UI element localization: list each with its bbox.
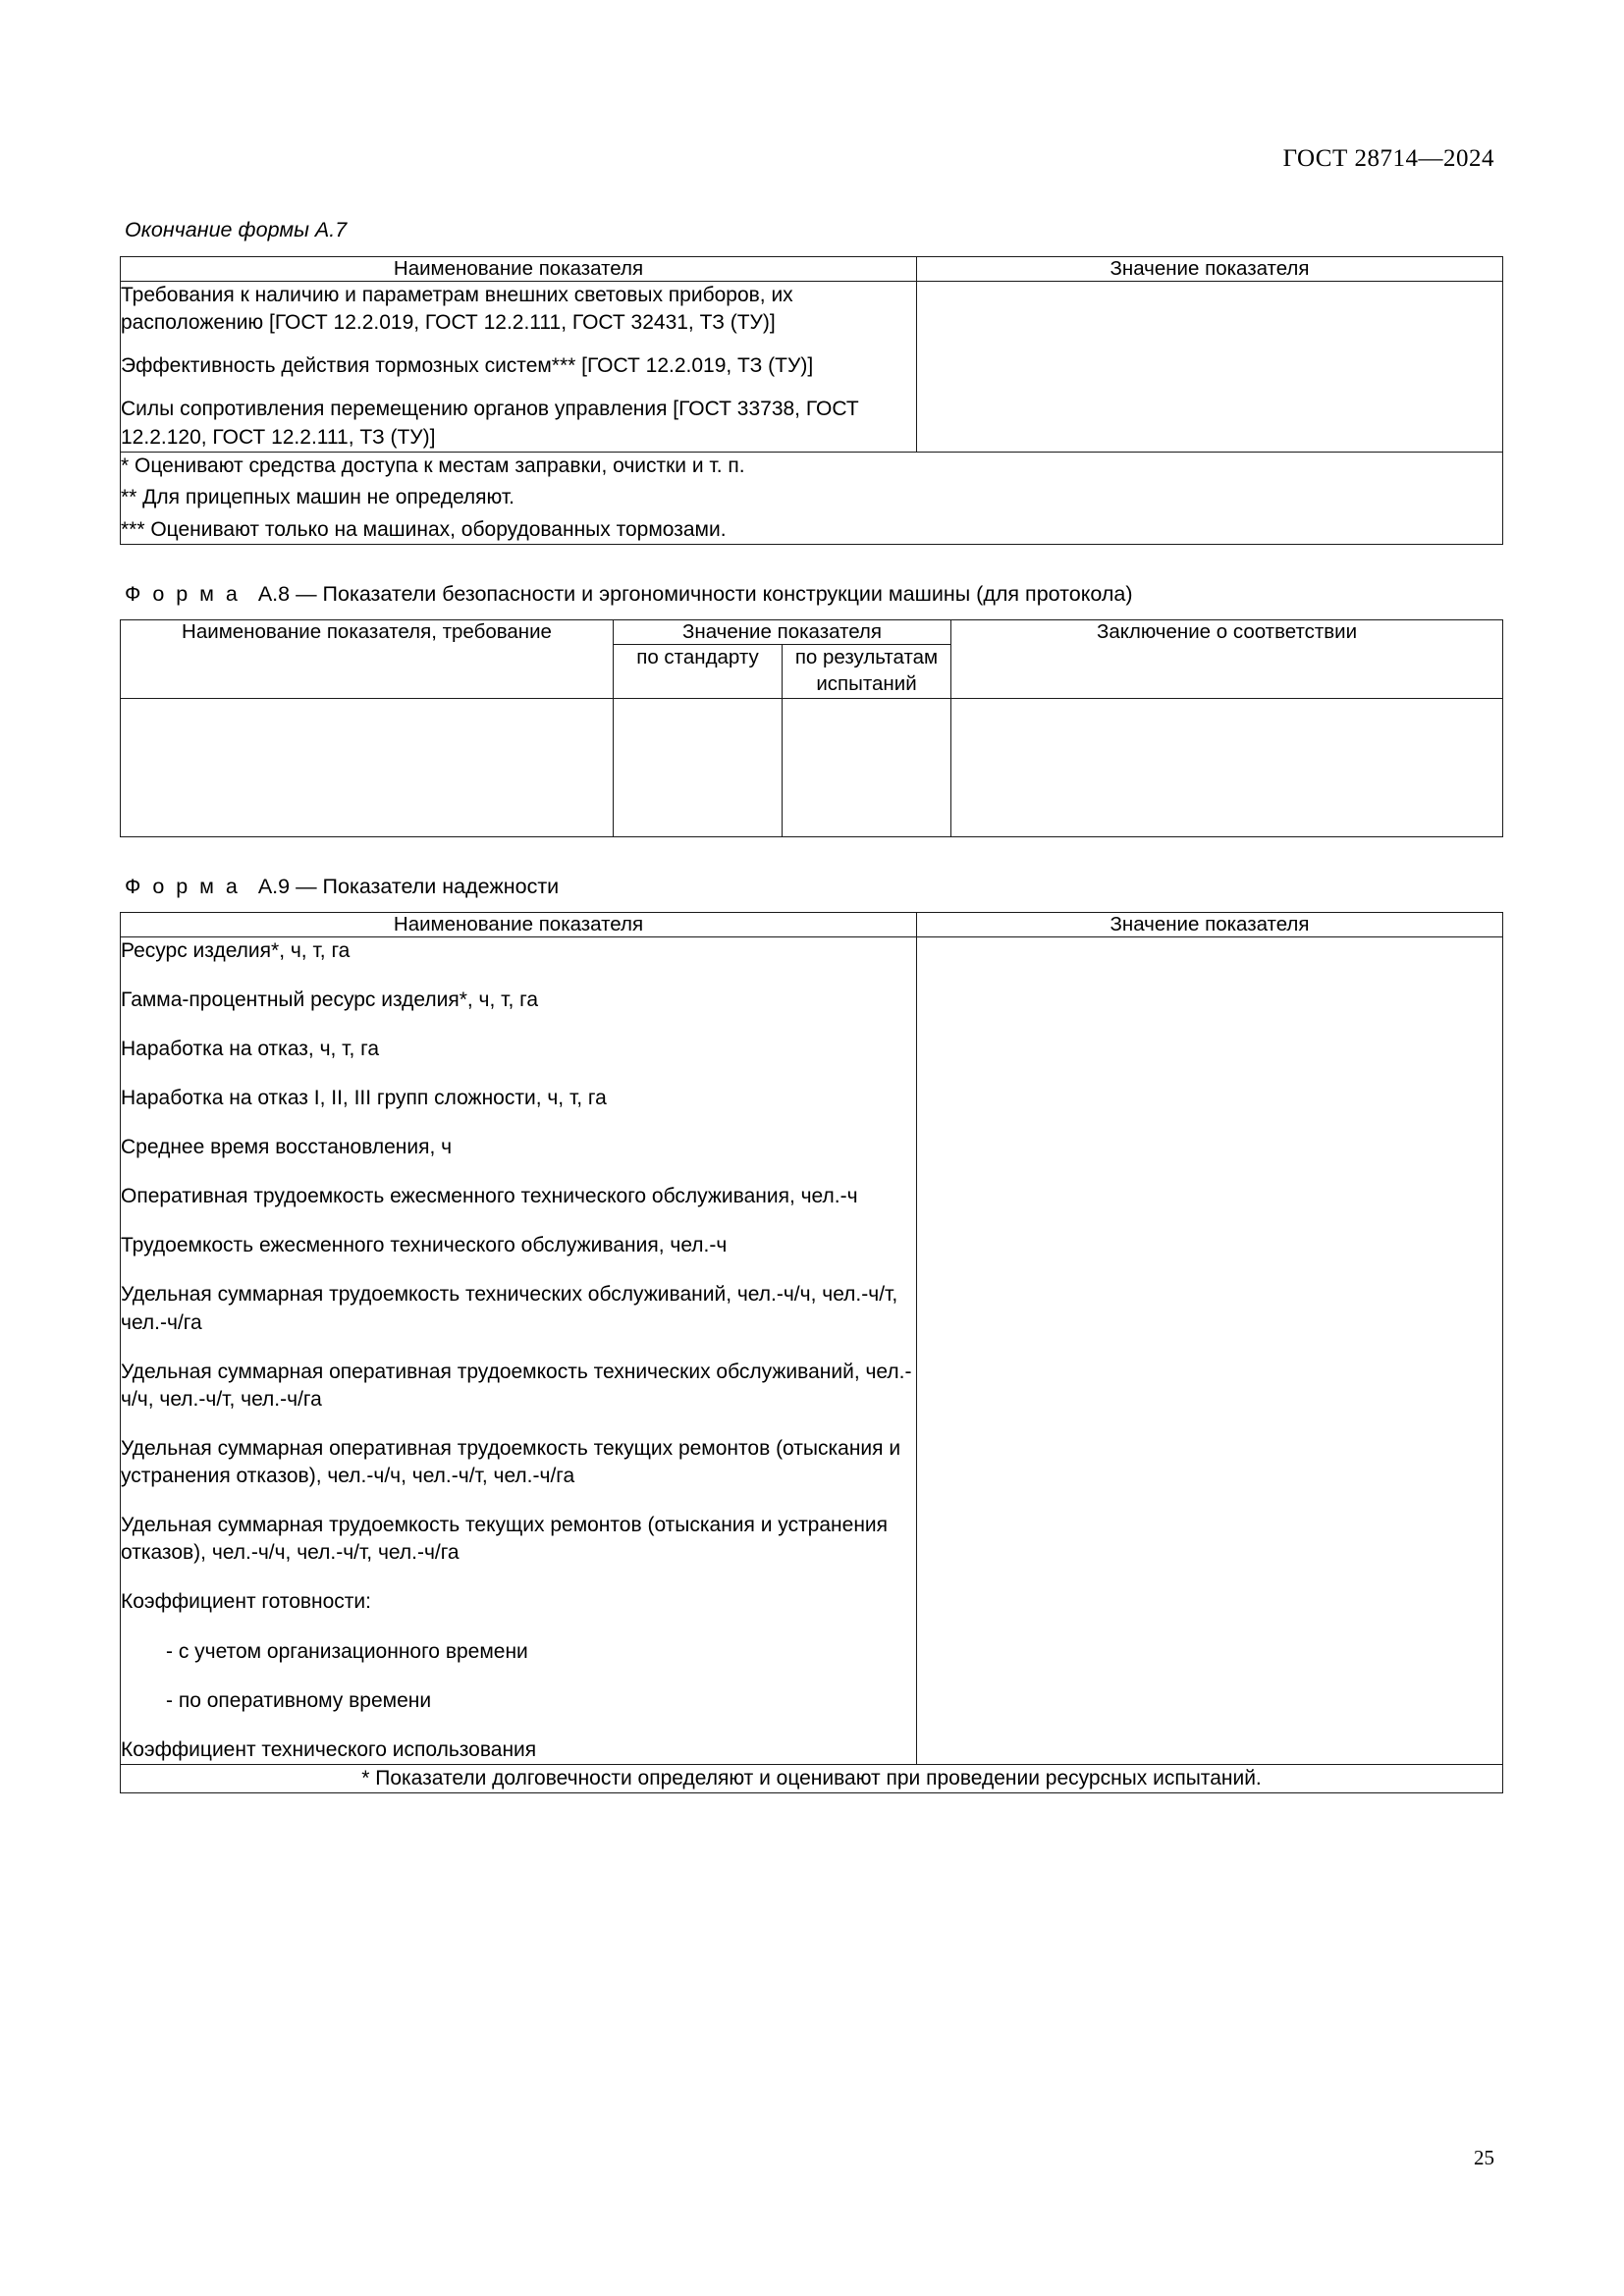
form-a8-title-text: А.8 — Показатели безопасности и эргономичности конструкции машины (для протокола): [257, 582, 1133, 607]
table-footnote-row: [121, 452, 1503, 545]
list-item: Оперативная трудоемкость ежесменного технического обслуживания, чел.-ч: [121, 1185, 858, 1208]
page-header-standard: ГОСТ 28714—2024: [1282, 145, 1494, 172]
table-row: [121, 936, 1503, 1764]
list-item: Трудоемкость ежесменного технического обслуживания, чел.-ч: [121, 1234, 728, 1257]
form-a8-title: [125, 582, 1502, 607]
form-a9-title-prefix: Ф о р м а: [125, 874, 241, 898]
column-header-by-test-results: по результатам испытаний: [783, 645, 951, 698]
form-a9-note-cell: * Показатели долговечности определяют и оценивают при проведении ресурсных испытаний.: [121, 1764, 1503, 1793]
column-header-group-value: Значение показателя: [614, 620, 951, 645]
form-a9-title-text: А.9 — Показатели надежности: [257, 874, 560, 898]
form-a9-value-cell[interactable]: [917, 936, 1503, 1764]
form-a8-title-prefix: Ф о р м а: [125, 582, 241, 607]
form-a8-results-cell[interactable]: [783, 698, 951, 836]
list-item: Удельная суммарная оперативная трудоемкость текущих ремонтов (отыскания и устранения отказов), чел.-ч/ч, чел.-ч/т, чел.-ч/га: [121, 1436, 901, 1488]
form-a7-row-1: Требования к наличию и параметрам внешних световых приборов, их расположению [ГОСТ 12.2.019, ГОСТ 12.2.111, ГОСТ 32431, ТЗ (ТУ)]: [121, 284, 793, 335]
form-a7-notes-cell: [121, 452, 1503, 545]
list-item: Коэффициент готовности:: [121, 1590, 371, 1614]
form-a9-title: [125, 875, 1502, 899]
list-item: Удельная суммарная трудоемкость технических обслуживаний, чел.-ч/ч, чел.-ч/т, чел.-ч/га: [121, 1283, 898, 1334]
form-a7-table: [120, 256, 1503, 545]
form-a8-table: [120, 619, 1503, 836]
table-header-row: [121, 257, 1503, 282]
column-header-name: Наименование показателя, требование: [121, 620, 614, 698]
page-number: 25: [1474, 2146, 1494, 2169]
table-row: [121, 282, 1503, 453]
list-item: Ресурс изделия*, ч, т, га: [121, 938, 351, 962]
list-item: Гамма-процентный ресурс изделия*, ч, т, га: [121, 988, 539, 1011]
column-header-name: Наименование показателя: [121, 912, 917, 936]
form-a7-note-2: ** Для прицепных машин не определяют.: [121, 486, 514, 509]
column-header-value: Значение показателя: [917, 257, 1503, 282]
column-header-by-standard: по стандарту: [614, 645, 783, 698]
form-a9-table: [120, 912, 1503, 1794]
list-item: Удельная суммарная оперативная трудоемкость технических обслуживаний, чел.-ч/ч, чел.-ч/т, чел.-ч/га: [121, 1360, 912, 1411]
list-item: Коэффициент технического использования: [121, 1737, 537, 1761]
form-a9-indicators-cell: [121, 936, 917, 1764]
list-item: Наработка на отказ, ч, т, га: [121, 1037, 380, 1060]
form-a7-row-3: Силы сопротивления перемещению органов управления [ГОСТ 33738, ГОСТ 12.2.120, ГОСТ 12.2.111, ТЗ (ТУ)]: [121, 398, 859, 449]
list-item: Удельная суммарная трудоемкость текущих ремонтов (отыскания и устранения отказов), чел.-ч/ч, чел.-ч/т, чел.-ч/га: [121, 1514, 889, 1565]
table-header-row-1: [121, 620, 1503, 645]
column-header-name: Наименование показателя: [121, 257, 917, 282]
form-a7-note-3: *** Оценивают только на машинах, оборудованных тормозами.: [121, 517, 727, 541]
column-header-conclusion: Заключение о соответствии: [951, 620, 1503, 698]
table-empty-row: [121, 698, 1503, 836]
list-item: Наработка на отказ I, II, III групп сложности, ч, т, га: [121, 1086, 607, 1109]
list-item-sub: - по оперативному времени: [166, 1688, 432, 1712]
table-header-row: [121, 912, 1503, 936]
form-a7-requirements-cell: [121, 282, 917, 453]
form-a7-note-1: * Оценивают средства доступа к местам заправки, очистки и т. п.: [121, 454, 745, 477]
list-item: Среднее время восстановления, ч: [121, 1136, 453, 1159]
page-content: [120, 218, 1502, 1831]
form-a7-caption: Окончание формы А.7: [125, 218, 348, 241]
form-a8-conclusion-cell[interactable]: [951, 698, 1503, 836]
form-a8-standard-cell[interactable]: [614, 698, 783, 836]
form-a7-value-cell[interactable]: [917, 282, 1503, 453]
form-a8-name-cell[interactable]: [121, 698, 614, 836]
list-item-sub: - с учетом организационного времени: [166, 1639, 528, 1663]
column-header-value: Значение показателя: [917, 912, 1503, 936]
table-footnote-row: [121, 1764, 1503, 1793]
form-a7-row-2: Эффективность действия тормозных систем*** [ГОСТ 12.2.019, ТЗ (ТУ)]: [121, 354, 814, 378]
